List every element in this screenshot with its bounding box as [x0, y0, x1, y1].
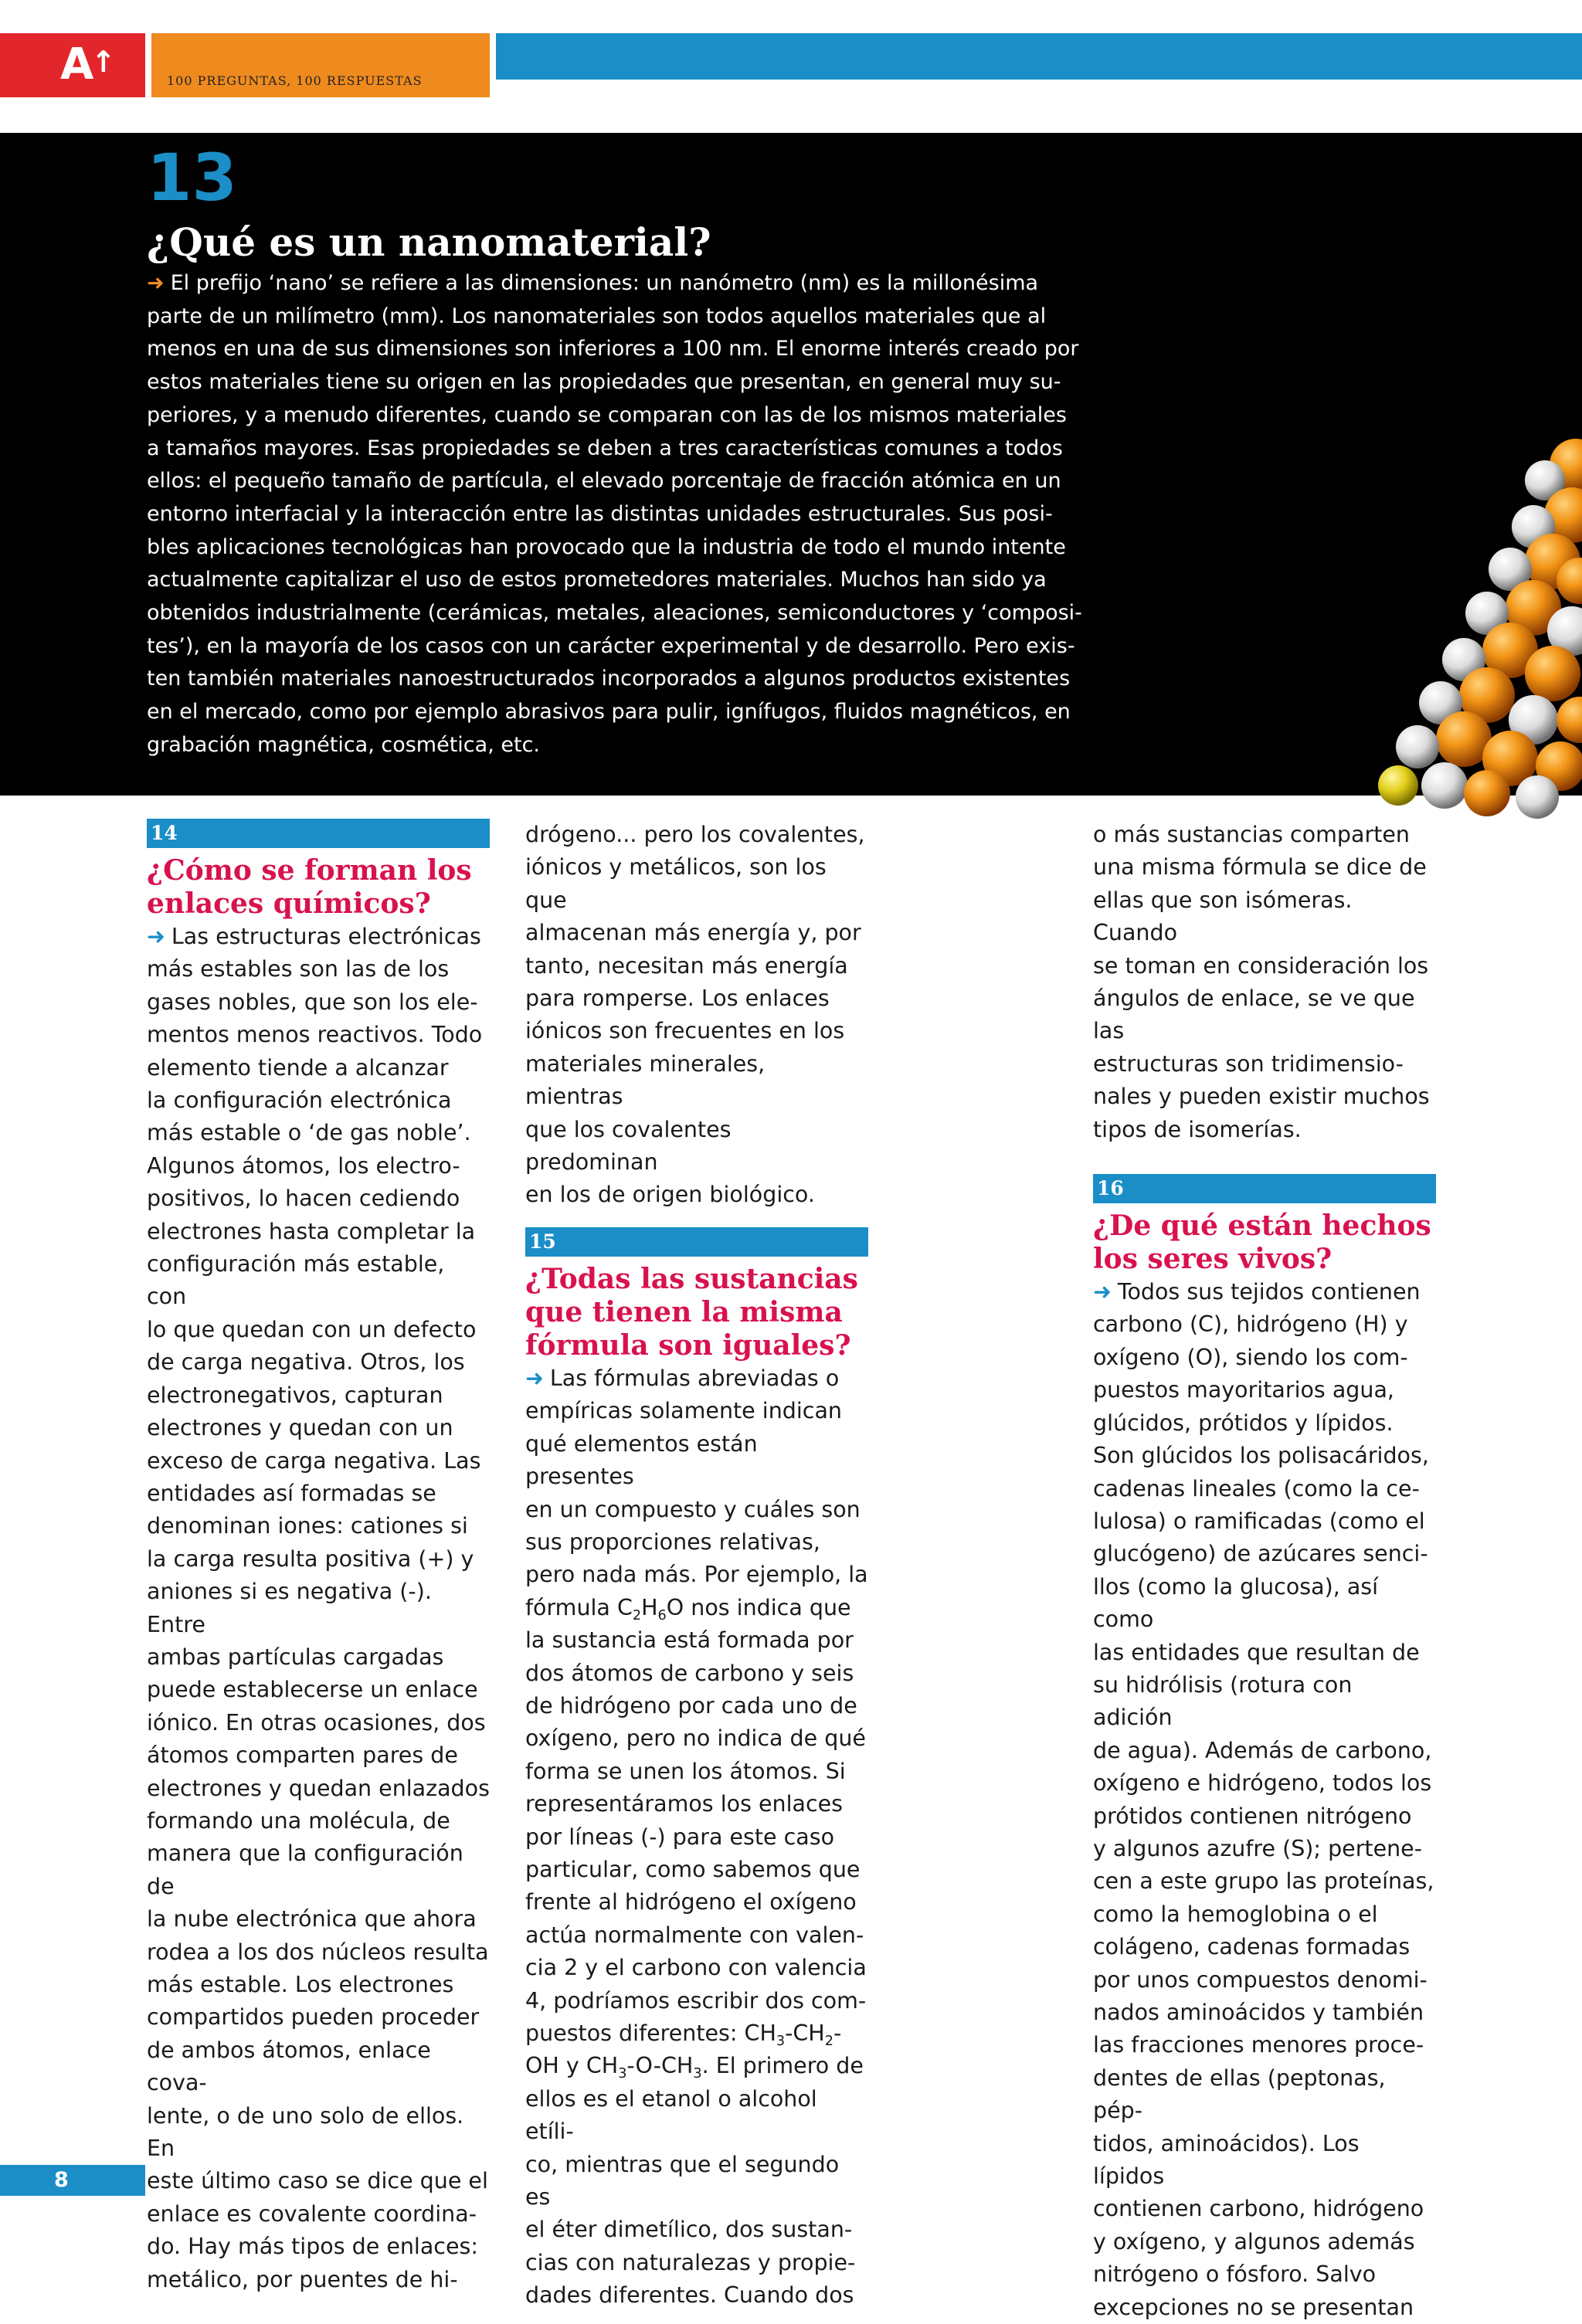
answer-line: parte de un milímetro (mm). Los nanomateriales son todos aquellos materiales que al — [147, 304, 1047, 328]
answer-line: oxígeno, pero no indica de qué — [525, 1725, 866, 1752]
answer-line: configuración más estable, con — [147, 1251, 445, 1310]
answer-line: grabación magnética, cosmética, etc. — [147, 732, 540, 757]
answer-line: para romperse. Los enlaces — [525, 986, 830, 1012]
answer-line: a tamaños mayores. Esas propiedades se deben a tres características comunes a todos — [147, 436, 1063, 460]
answer-line: actualmente capitalizar el uso de estos prometedores materiales. Muchos han sido ya — [147, 568, 1047, 592]
answer-line: drógeno... pero los covalentes, — [525, 822, 865, 847]
answer-line: electrones y quedan con un — [147, 1415, 453, 1441]
answer-line: dos átomos de carbono y seis — [525, 1660, 854, 1686]
answer-line: ➜ Las estructuras electrónicas — [147, 924, 481, 949]
answer-line: lo que quedan con un defecto — [147, 1316, 477, 1342]
answer-line: la carga resulta positiva (+) y — [147, 1545, 474, 1572]
answer-line: cias con naturalezas y propie- — [525, 2249, 856, 2275]
answer-line: como la hemoglobina o el — [1093, 1901, 1378, 1927]
answer-line: aniones si es negativa (-). Entre — [147, 1579, 432, 1637]
answer-line: las entidades que resultan de — [1093, 1639, 1420, 1665]
question-title: ¿Cómo se forman los enlaces químicos? — [147, 854, 472, 920]
question-answer — [147, 267, 1085, 762]
question-title: ¿Qué es un nanomaterial? — [147, 219, 711, 265]
answer-line: manera que la configuración de — [147, 1841, 463, 1899]
answer-line: metálico, por puentes de hi- — [147, 2266, 458, 2292]
series-band — [151, 33, 490, 97]
answer-line: formando una molécula, de — [147, 1807, 450, 1834]
answer-line: cadenas lineales (como la ce- — [1093, 1475, 1420, 1501]
answer-line: forma se unen los átomos. Si — [525, 1758, 846, 1784]
arrow-right-icon: ➜ — [525, 1365, 544, 1391]
answer-line: estructuras son tridimensio- — [1093, 1050, 1404, 1077]
answer-line: obtenidos industrialmente (cerámicas, metales, aleaciones, semiconductores y ‘composi- — [147, 601, 1082, 626]
header-blue-band — [496, 33, 1582, 80]
answer-line: y oxígeno, y algunos además — [1093, 2228, 1415, 2254]
answer-line: glucógeno) de azúcares senci- — [1093, 1541, 1428, 1567]
answer-line: o más sustancias comparten — [1093, 822, 1410, 847]
answer-line: pero nada más. Por ejemplo, la — [525, 1562, 868, 1588]
answer-line: actúa normalmente con valen- — [525, 1922, 864, 1948]
answer-line: glúcidos, prótidos y lípidos. — [1093, 1410, 1394, 1436]
answer-line: por unos compuestos denomi- — [1093, 1966, 1428, 1993]
answer-line: la nube electrónica que ahora — [147, 1906, 477, 1932]
answer-line: 4, podríamos escribir dos com- — [525, 1987, 867, 2014]
answer-line: Son glúcidos los polisacáridos, — [1093, 1443, 1429, 1469]
column-2 — [525, 819, 869, 2312]
question-number: 13 — [147, 140, 237, 215]
logo-icon: ↑ — [91, 45, 116, 79]
answer-line: representáramos los enlaces — [525, 1791, 844, 1817]
logo — [0, 33, 145, 97]
answer-line: en un compuesto y cuáles son — [525, 1496, 861, 1522]
question-answer — [1093, 1276, 1437, 2324]
answer-line: ellos: el pequeño tamaño de partícula, el elevado porcentaje de fracción atómica en un — [147, 469, 1061, 494]
answer-line: empíricas solamente indican — [525, 1398, 842, 1424]
molecule-illustration — [1387, 434, 1582, 797]
answer-line: estos materiales tiene su origen en las propiedades que presentan, en general muy su- — [147, 370, 1061, 395]
answer-line: tidos, aminoácidos). Los lípidos — [1093, 2130, 1360, 2190]
answer-line: dades diferentes. Cuando dos — [525, 2282, 854, 2309]
answer-line: nados aminoácidos y también — [1093, 2000, 1424, 2025]
answer-line: átomos comparten pares de — [147, 1742, 458, 1769]
answer-line: puestos mayoritarios agua, — [1093, 1377, 1394, 1403]
answer-line: sus proporciones relativas, — [525, 1528, 820, 1555]
answer-line: puede establecerse un enlace — [147, 1677, 478, 1703]
answer-line: carbono (C), hidrógeno (H) y — [1093, 1311, 1408, 1338]
answer-line: ellas que son isómeras. Cuando — [1093, 887, 1353, 946]
answer-line: que los covalentes predominan — [525, 1116, 732, 1176]
answer-line: bles aplicaciones tecnológicas han provocado que la industria de todo el mundo intente — [147, 534, 1066, 559]
answer-line: en los de origen biológico. — [525, 1182, 815, 1208]
answer-line: electrones hasta completar la — [147, 1218, 476, 1244]
page-number: 8 — [54, 2168, 69, 2192]
answer-line: en el mercado, como por ejemplo abrasivos para pulir, ignífugos, fluidos magnéticos, en — [147, 700, 1071, 724]
arrow-right-icon: ➜ — [147, 271, 165, 295]
arrow-right-icon: ➜ — [1093, 1279, 1112, 1305]
answer-line: nitrógeno o fósforo. Salvo — [1093, 2261, 1377, 2288]
answer-line: ➜ Todos sus tejidos contienen — [1093, 1279, 1421, 1305]
answer-line: lente, o de uno solo de ellos. En — [147, 2102, 464, 2162]
question-answer — [147, 921, 491, 2296]
question-title: ¿De qué están hechos los seres vivos? — [1093, 1209, 1431, 1276]
answer-line: tanto, necesitan más energía — [525, 952, 848, 979]
answer-line: exceso de carga negativa. Las — [147, 1447, 481, 1474]
answer-line: de carga negativa. Otros, los — [147, 1349, 465, 1376]
answer-line: positivos, lo hacen cediendo — [147, 1186, 460, 1212]
answer-line: prótidos contienen nitrógeno — [1093, 1803, 1412, 1829]
answer-line: nales y pueden existir muchos — [1093, 1084, 1430, 1110]
answer-line: do. Hay más tipos de enlaces: — [147, 2234, 478, 2260]
answer-line: de agua). Además de carbono, — [1093, 1737, 1432, 1763]
logo-letter: A — [60, 39, 94, 90]
answer-line: el éter dimetílico, dos sustan- — [525, 2217, 853, 2243]
answer-line: entorno interfacial y la interacción entre las distintas unidades estructurales. Sus posi- — [147, 501, 1053, 526]
question-number-badge: 14 — [147, 819, 490, 848]
answer-line: iónicos son frecuentes en los — [525, 1018, 845, 1044]
answer-line: tes’), en la mayoría de los casos con un carácter experimental y de desarrollo. Pero exis- — [147, 633, 1075, 658]
answer-line-formula: puestos diferentes: $CH_3-CH_2-$ — [525, 2020, 842, 2050]
answer-line: Algunos átomos, los electro- — [147, 1152, 460, 1179]
answer-line: co, mientras que el segundo es — [525, 2151, 840, 2210]
answer-line: frente al hidrógeno el oxígeno — [525, 1889, 857, 1915]
answer-line: una misma fórmula se dice de — [1093, 854, 1427, 880]
answer-line: mentos menos reactivos. Todo — [147, 1022, 483, 1048]
arrow-right-icon: ➜ — [147, 924, 165, 949]
answer-line: denominan iones: cationes si — [147, 1513, 468, 1539]
answer-line: cia 2 y el carbono con valencia — [525, 1955, 867, 1981]
answer-line-formula: OH y $CH_3-O-CH_3$. El primero de — [525, 2053, 864, 2082]
answer-line: de ambos átomos, enlace cova- — [147, 2037, 431, 2096]
answer-line: más estable. Los electrones — [147, 1972, 454, 1997]
answer-line: tipos de isomerías. — [1093, 1116, 1302, 1142]
question-answer-continued — [1093, 819, 1437, 1146]
column-3 — [1093, 819, 1437, 2324]
answer-line: cen a este grupo las proteínas, — [1093, 1868, 1434, 1895]
series-title: 100 PREGUNTAS, 100 RESPUESTAS — [167, 73, 423, 88]
answer-line: periores, y a menudo diferentes, cuando se comparan con las de los mismos materiales — [147, 402, 1067, 427]
answer-line: lulosa) o ramificadas (como el — [1093, 1508, 1425, 1534]
answer-line: llos (como la glucosa), así como — [1093, 1573, 1379, 1633]
answer-line: almacenan más energía y, por — [525, 920, 861, 946]
answer-line: iónico. En otras ocasiones, dos — [147, 1709, 486, 1735]
answer-line: gases nobles, que son los ele- — [147, 989, 478, 1015]
answer-line: ambas partículas cargadas — [147, 1644, 444, 1670]
answer-line: de hidrógeno por cada uno de — [525, 1692, 857, 1718]
answer-line: dentes de ellas (peptonas, pép- — [1093, 2064, 1386, 2124]
answer-line: la sustancia está formada por — [525, 1627, 854, 1654]
answer-line: más estables son las de los — [147, 956, 450, 982]
answer-line: la configuración electrónica — [147, 1087, 452, 1114]
column-1 — [147, 819, 491, 2296]
answer-line: este último caso se dice que el — [147, 2168, 488, 2194]
answer-line: oxígeno e hidrógeno, todos los — [1093, 1770, 1432, 1796]
answer-line: y algunos azufre (S); pertene- — [1093, 1835, 1422, 1861]
answer-line: particular, como sabemos que — [525, 1856, 861, 1882]
answer-line: ten también materiales nanoestructurados incorporados a algunos productos existentes — [147, 667, 1071, 691]
answer-line: electrones y quedan enlazados — [147, 1775, 490, 1801]
answer-line: ➜ El prefijo ‘nano’ se refiere a las dimensiones: un nanómetro (nm) es la millonésima — [147, 271, 1039, 295]
answer-line: su hidrólisis (rotura con adición — [1093, 1671, 1353, 1731]
answer-line: elemento tiende a alcanzar — [147, 1054, 449, 1081]
answer-line: entidades así formadas se — [147, 1480, 436, 1506]
answer-line: enlace es covalente coordina- — [147, 2200, 477, 2227]
question-answer-continued — [525, 819, 869, 1212]
answer-line: contienen carbono, hidrógeno — [1093, 2196, 1424, 2222]
answer-line: excepciones no se presentan — [1093, 2294, 1414, 2320]
answer-line: colágeno, cadenas formadas — [1093, 1934, 1411, 1960]
answer-line: materiales minerales, mientras — [525, 1050, 766, 1110]
answer-line: más estable o ‘de gas noble’. — [147, 1120, 471, 1146]
answer-line: rodea a los dos núcleos resulta — [147, 1939, 489, 1965]
page-number-box — [0, 2165, 145, 2196]
question-number-badge: 16 — [1093, 1174, 1436, 1203]
question-title: ¿Todas las sustancias que tienen la misma fórmula son iguales? — [525, 1262, 858, 1362]
question-answer — [525, 1362, 869, 2312]
answer-line-formula: fórmula $C_2H_6O$ nos indica que — [525, 1594, 851, 1623]
answer-line: electronegativos, capturan — [147, 1382, 443, 1408]
answer-line: menos en una de sus dimensiones son inferiores a 100 nm. El enorme interés creado por — [147, 337, 1079, 361]
answer-line: se toman en consideración los — [1093, 952, 1429, 979]
answer-line: oxígeno (O), siendo los com- — [1093, 1344, 1408, 1370]
answer-line: compartidos pueden proceder — [147, 2004, 480, 2031]
answer-line: ángulos de enlace, se ve que las — [1093, 986, 1415, 1044]
answer-line: iónicos y metálicos, son los que — [525, 854, 827, 913]
question-number-badge: 15 — [525, 1227, 868, 1257]
answer-line: qué elementos están presentes — [525, 1430, 758, 1490]
feature-question-13 — [0, 133, 1582, 796]
answer-line: ellos es el etanol o alcohol etíli- — [525, 2085, 817, 2145]
answer-line: las fracciones menores proce- — [1093, 2032, 1424, 2058]
answer-line: ➜ Las fórmulas abreviadas o — [525, 1365, 840, 1391]
answer-line: por líneas (-) para este caso — [525, 1824, 835, 1850]
